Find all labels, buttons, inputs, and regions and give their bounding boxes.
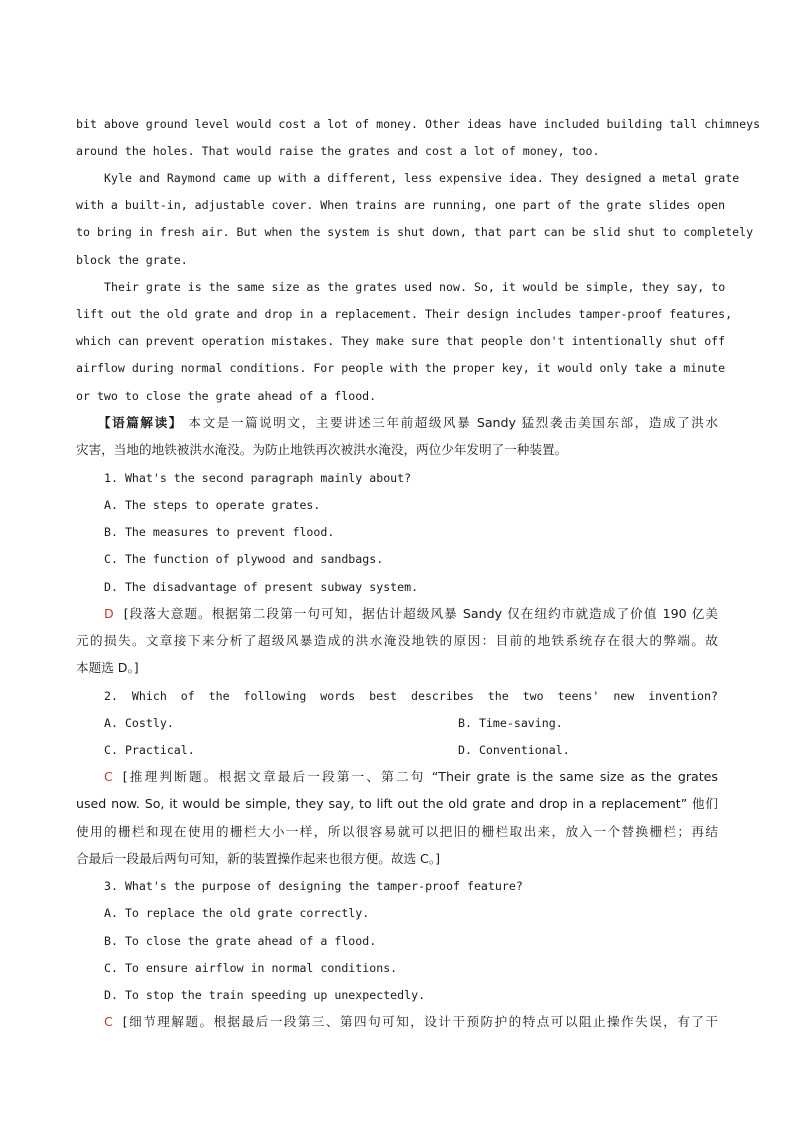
- passage-line: to bring in fresh air. But when the system is shut down, that part can be slid shut to completely: [76, 225, 754, 239]
- answer-line: [104, 1014, 718, 1030]
- explanation-text: [推理判断题。根据文章最后一段第一、第二句 “Their grate is the same size as the grates: [122, 769, 718, 784]
- question-option: D. Conventional.: [458, 743, 570, 757]
- question-stem: 2. Which of the following words best describes the two teens' new invention?: [104, 689, 718, 703]
- passage-line: which can prevent operation mistakes. They make sure that people don't intentionally shut off: [76, 334, 726, 348]
- question-option: A. The steps to operate grates.: [104, 498, 321, 512]
- explanation-line: 使用的栅栏和现在使用的栅栏大小一样，所以很容易就可以把旧的栅栏取出来，放入一个替换栅栏；再结: [76, 824, 718, 839]
- passage-line: lift out the old grate and drop in a replacement. Their design includes tamper-proof features,: [76, 307, 733, 321]
- passage-line: bit above ground level would cost a lot of money. Other ideas have included building tall chimneys: [76, 117, 761, 131]
- passage-line: block the grate.: [76, 253, 188, 267]
- passage-line: airflow during normal conditions. For people with the proper key, it would only take a minute: [76, 361, 726, 375]
- question-option: D. The disadvantage of present subway system.: [104, 580, 419, 594]
- question-option: D. To stop the train speeding up unexpectedly.: [104, 988, 426, 1002]
- analysis-line: 灾害，当地的地铁被洪水淹没。为防止地铁再次被洪水淹没，两位少年发明了一种装置。: [76, 442, 568, 457]
- question-stem: 1. What's the second paragraph mainly about?: [104, 471, 412, 485]
- question-option: C. Practical.: [104, 743, 195, 757]
- analysis-text: 本文是一篇说明文，主要讲述三年前超级风暴 Sandy 猛烈袭击美国东部，造成了洪水: [188, 415, 718, 430]
- explanation-line: used now. So, it would be simple, they say, to lift out the old grate and drop in a replacement” 他们: [76, 796, 718, 811]
- passage-line: Their grate is the same size as the grates used now. So, it would be simple, they say, to: [104, 280, 726, 294]
- explanation-line: 合最后一段最后两句可知，新的装置操作起来也很方便。故选 C。]: [76, 851, 441, 866]
- question-option-row: [104, 742, 718, 758]
- passage-line: with a built-in, adjustable cover. When trains are running, one part of the grate slides open: [76, 198, 726, 212]
- answer-letter: D: [104, 606, 114, 621]
- question-option: B. To close the grate ahead of a flood.: [104, 934, 377, 948]
- analysis-line: [98, 415, 718, 431]
- answer-line: [104, 769, 718, 785]
- question-option: A. To replace the old grate correctly.: [104, 906, 370, 920]
- question-option: B. Time-saving.: [458, 716, 563, 730]
- question-option-row: [104, 715, 718, 731]
- explanation-text: [细节理解题。根据最后一段第三、第四句可知，设计干预防护的特点可以阻止操作失误，有了干: [122, 1014, 718, 1029]
- question-option: A. Costly.: [104, 716, 174, 730]
- explanation-line: 本题选 D。]: [76, 660, 139, 675]
- passage-line: or two to close the grate ahead of a flood.: [76, 389, 377, 403]
- answer-letter: C: [104, 769, 113, 784]
- explanation-text: [段落大意题。根据第二段第一句可知，据估计超级风暴 Sandy 仅在纽约市就造成了价值 190 亿美: [123, 606, 718, 621]
- question-option: B. The measures to prevent flood.: [104, 525, 335, 539]
- answer-letter: C: [104, 1014, 113, 1029]
- answer-line: [104, 606, 718, 622]
- question-stem: 3. What's the purpose of designing the tamper-proof feature?: [104, 879, 523, 893]
- analysis-label: 【语篇解读】: [98, 415, 183, 430]
- passage-line: around the holes. That would raise the grates and cost a lot of money, too.: [76, 144, 600, 158]
- passage-line: Kyle and Raymond came up with a different, less expensive idea. They designed a metal grate: [104, 171, 740, 185]
- explanation-line: 元的损失。文章接下来分析了超级风暴造成的洪水淹没地铁的原因：目前的地铁系统存在很大的弊端。故: [76, 633, 718, 648]
- question-option: C. To ensure airflow in normal conditions.: [104, 961, 398, 975]
- question-option: C. The function of plywood and sandbags.: [104, 552, 384, 566]
